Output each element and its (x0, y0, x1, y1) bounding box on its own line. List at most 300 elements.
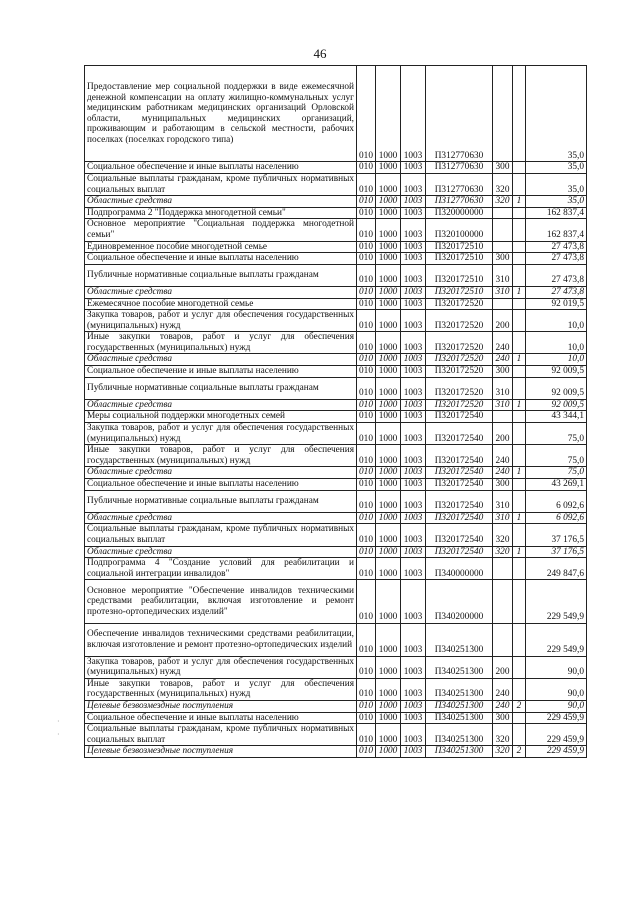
cell-expense-type (493, 219, 513, 241)
cell-section-code: 1000 (376, 445, 401, 467)
cell-section-code: 1000 (376, 712, 401, 724)
cell-ministry-code: 010 (357, 467, 376, 479)
row-name: Обеспечение инвалидов техническими средствами реабилитации, включая изготовление и ремонт протезно-ортопедических изделий (85, 623, 357, 656)
cell-amount: 35,0 (526, 162, 587, 174)
cell-amount: 92 019,5 (526, 298, 587, 310)
cell-subsection-code: 1003 (401, 423, 426, 445)
cell-amount: 37 176,5 (526, 546, 587, 558)
cell-section-code: 1000 (376, 479, 401, 491)
cell-ministry-code: 010 (357, 66, 376, 162)
table-row (85, 264, 587, 286)
cell-section-code: 1000 (376, 700, 401, 712)
table-row (85, 377, 587, 399)
cell-ministry-code: 010 (357, 712, 376, 724)
cell-target-article: П340251300 (426, 746, 493, 758)
cell-amount: 90,0 (526, 678, 587, 700)
funding-source-row (85, 700, 587, 712)
cell-ministry-code: 010 (357, 241, 376, 253)
cell-funding-source (513, 66, 526, 162)
cell-funding-source (513, 423, 526, 445)
cell-funding-source: 1 (513, 196, 526, 208)
cell-subsection-code: 1003 (401, 354, 426, 366)
cell-subsection-code: 1003 (401, 310, 426, 332)
row-name: Социальное обеспечение и иные выплаты населению (85, 712, 357, 724)
cell-subsection-code: 1003 (401, 332, 426, 354)
cell-expense-type: 240 (493, 467, 513, 479)
table-row (85, 524, 587, 546)
cell-amount: 27 473,8 (526, 264, 587, 286)
row-name: Целевые безвозмездные поступления (85, 746, 357, 758)
cell-amount: 43 269,1 (526, 479, 587, 491)
cell-amount: 90,0 (526, 656, 587, 678)
cell-ministry-code: 010 (357, 479, 376, 491)
funding-source-row (85, 512, 587, 524)
cell-target-article: П320172520 (426, 298, 493, 310)
cell-subsection-code: 1003 (401, 162, 426, 174)
row-name: Публичные нормативные социальные выплаты гражданам (85, 377, 357, 399)
cell-amount: 75,0 (526, 423, 587, 445)
cell-section-code: 1000 (376, 724, 401, 746)
table-row (85, 366, 587, 378)
cell-expense-type (493, 580, 513, 623)
cell-ministry-code: 010 (357, 286, 376, 298)
cell-funding-source (513, 580, 526, 623)
table-row (85, 66, 587, 162)
cell-funding-source (513, 678, 526, 700)
cell-ministry-code: 010 (357, 332, 376, 354)
table-row (85, 162, 587, 174)
cell-subsection-code: 1003 (401, 580, 426, 623)
cell-ministry-code: 010 (357, 219, 376, 241)
cell-subsection-code: 1003 (401, 366, 426, 378)
cell-section-code: 1000 (376, 399, 401, 411)
cell-expense-type: 300 (493, 253, 513, 265)
cell-expense-type: 310 (493, 286, 513, 298)
funding-source-row (85, 399, 587, 411)
cell-expense-type: 300 (493, 366, 513, 378)
cell-ministry-code: 010 (357, 700, 376, 712)
page-number: 46 (313, 46, 327, 61)
cell-subsection-code: 1003 (401, 286, 426, 298)
cell-funding-source (513, 241, 526, 253)
row-name: Подпрограмма 4 "Создание условий для реабилитации и социальной интеграции инвалидов" (85, 558, 357, 580)
row-name: Целевые безвозмездные поступления (85, 700, 357, 712)
cell-expense-type: 320 (493, 173, 513, 195)
cell-funding-source (513, 558, 526, 580)
cell-target-article: П320172510 (426, 241, 493, 253)
cell-section-code: 1000 (376, 173, 401, 195)
cell-expense-type: 300 (493, 712, 513, 724)
cell-amount: 35,0 (526, 196, 587, 208)
cell-expense-type (493, 207, 513, 219)
cell-expense-type (493, 241, 513, 253)
cell-funding-source (513, 264, 526, 286)
table-row (85, 310, 587, 332)
cell-expense-type: 320 (493, 546, 513, 558)
cell-ministry-code: 010 (357, 377, 376, 399)
cell-target-article: П340251300 (426, 678, 493, 700)
table-row (85, 724, 587, 746)
row-name: Предоставление мер социальной поддержки в виде ежемесячной денежной компенсации на оплату жилищно-коммунальных услуг медицинским работникам медицинских организаций Орловской области, муниципальных медицинских организаций, проживающим и работающим в сельской местности, рабочих поселках (поселках городского типа) (85, 66, 357, 162)
cell-funding-source: 1 (513, 286, 526, 298)
cell-subsection-code: 1003 (401, 207, 426, 219)
cell-funding-source: 1 (513, 399, 526, 411)
cell-subsection-code: 1003 (401, 173, 426, 195)
cell-subsection-code: 1003 (401, 411, 426, 423)
cell-subsection-code: 1003 (401, 524, 426, 546)
cell-section-code: 1000 (376, 310, 401, 332)
cell-target-article: П320172510 (426, 286, 493, 298)
cell-subsection-code: 1003 (401, 196, 426, 208)
cell-target-article: П320172520 (426, 366, 493, 378)
cell-funding-source: 1 (513, 546, 526, 558)
cell-subsection-code: 1003 (401, 479, 426, 491)
cell-ministry-code: 010 (357, 490, 376, 512)
cell-section-code: 1000 (376, 66, 401, 162)
cell-subsection-code: 1003 (401, 623, 426, 656)
cell-section-code: 1000 (376, 366, 401, 378)
cell-funding-source (513, 253, 526, 265)
cell-expense-type: 200 (493, 423, 513, 445)
cell-section-code: 1000 (376, 623, 401, 656)
cell-target-article: П312770630 (426, 162, 493, 174)
row-name: Иные закупки товаров, работ и услуг для обеспечения государственных (муниципальных) нужд (85, 332, 357, 354)
scan-artifact-mark: · (57, 717, 60, 726)
cell-section-code: 1000 (376, 656, 401, 678)
cell-section-code: 1000 (376, 467, 401, 479)
cell-target-article: П320172540 (426, 512, 493, 524)
cell-section-code: 1000 (376, 490, 401, 512)
cell-target-article: П320172540 (426, 467, 493, 479)
cell-ministry-code: 010 (357, 558, 376, 580)
cell-expense-type: 200 (493, 656, 513, 678)
table-row (85, 678, 587, 700)
cell-funding-source: 1 (513, 512, 526, 524)
cell-expense-type: 240 (493, 332, 513, 354)
cell-funding-source: 1 (513, 354, 526, 366)
cell-amount: 249 847,6 (526, 558, 587, 580)
budget-table-body (85, 66, 587, 758)
cell-target-article: П320172540 (426, 479, 493, 491)
cell-ministry-code: 010 (357, 724, 376, 746)
row-name: Публичные нормативные социальные выплаты гражданам (85, 490, 357, 512)
cell-target-article: П312770630 (426, 196, 493, 208)
cell-expense-type: 240 (493, 700, 513, 712)
cell-target-article: П340251300 (426, 656, 493, 678)
row-name: Социальное обеспечение и иные выплаты населению (85, 479, 357, 491)
cell-funding-source (513, 479, 526, 491)
cell-amount: 10,0 (526, 332, 587, 354)
cell-ministry-code: 010 (357, 354, 376, 366)
cell-ministry-code: 010 (357, 298, 376, 310)
cell-ministry-code: 010 (357, 678, 376, 700)
table-row (85, 558, 587, 580)
cell-funding-source (513, 623, 526, 656)
cell-funding-source (513, 332, 526, 354)
cell-section-code: 1000 (376, 580, 401, 623)
cell-funding-source: 2 (513, 746, 526, 758)
cell-ministry-code: 010 (357, 162, 376, 174)
row-name: Закупка товаров, работ и услуг для обеспечения государственных (муниципальных) нужд (85, 310, 357, 332)
cell-expense-type (493, 298, 513, 310)
table-row (85, 712, 587, 724)
row-name: Областные средства (85, 354, 357, 366)
row-name: Областные средства (85, 399, 357, 411)
cell-section-code: 1000 (376, 253, 401, 265)
cell-subsection-code: 1003 (401, 298, 426, 310)
cell-target-article: П320172520 (426, 310, 493, 332)
scan-artifact-mark: · (57, 730, 60, 739)
funding-source-row (85, 467, 587, 479)
cell-subsection-code: 1003 (401, 445, 426, 467)
cell-expense-type: 240 (493, 445, 513, 467)
row-name: Областные средства (85, 286, 357, 298)
cell-ministry-code: 010 (357, 366, 376, 378)
cell-funding-source (513, 173, 526, 195)
cell-amount: 92 009,5 (526, 366, 587, 378)
cell-expense-type: 300 (493, 162, 513, 174)
cell-section-code: 1000 (376, 377, 401, 399)
row-name: Основное мероприятие "Обеспечение инвалидов техническими средствами реабилитации, включая изготовление и ремонт протезно-ортопедических изделий" (85, 580, 357, 623)
cell-ministry-code: 010 (357, 580, 376, 623)
funding-source-row (85, 746, 587, 758)
cell-ministry-code: 010 (357, 445, 376, 467)
row-name: Социальные выплаты гражданам, кроме публичных нормативных социальных выплат (85, 724, 357, 746)
cell-section-code: 1000 (376, 423, 401, 445)
row-name: Областные средства (85, 467, 357, 479)
cell-amount: 35,0 (526, 66, 587, 162)
cell-ministry-code: 010 (357, 264, 376, 286)
cell-amount: 162 837,4 (526, 207, 587, 219)
row-name: Областные средства (85, 512, 357, 524)
cell-ministry-code: 010 (357, 623, 376, 656)
cell-amount: 229 549,9 (526, 580, 587, 623)
cell-expense-type (493, 66, 513, 162)
cell-target-article: П340251300 (426, 700, 493, 712)
cell-funding-source (513, 490, 526, 512)
cell-amount: 27 473,8 (526, 286, 587, 298)
row-name: Закупка товаров, работ и услуг для обеспечения государственных (муниципальных) нужд (85, 656, 357, 678)
row-name: Ежемесячное пособие многодетной семье (85, 298, 357, 310)
cell-target-article: П320172540 (426, 445, 493, 467)
row-name: Единовременное пособие многодетной семье (85, 241, 357, 253)
funding-source-row (85, 546, 587, 558)
cell-subsection-code: 1003 (401, 490, 426, 512)
cell-target-article: П312770630 (426, 66, 493, 162)
cell-expense-type: 310 (493, 512, 513, 524)
cell-target-article: П320172520 (426, 399, 493, 411)
cell-amount: 43 344,1 (526, 411, 587, 423)
funding-source-row (85, 196, 587, 208)
cell-funding-source (513, 207, 526, 219)
cell-section-code: 1000 (376, 332, 401, 354)
cell-subsection-code: 1003 (401, 700, 426, 712)
row-name: Социальные выплаты гражданам, кроме публичных нормативных социальных выплат (85, 173, 357, 195)
cell-funding-source (513, 445, 526, 467)
cell-amount: 90,0 (526, 700, 587, 712)
cell-expense-type: 310 (493, 399, 513, 411)
cell-amount: 229 549,9 (526, 623, 587, 656)
row-name: Социальное обеспечение и иные выплаты населению (85, 162, 357, 174)
cell-amount: 37 176,5 (526, 524, 587, 546)
cell-subsection-code: 1003 (401, 467, 426, 479)
cell-amount: 27 473,8 (526, 241, 587, 253)
cell-funding-source (513, 712, 526, 724)
table-row (85, 253, 587, 265)
cell-amount: 229 459,9 (526, 724, 587, 746)
cell-section-code: 1000 (376, 411, 401, 423)
cell-subsection-code: 1003 (401, 219, 426, 241)
cell-subsection-code: 1003 (401, 724, 426, 746)
cell-funding-source: 2 (513, 700, 526, 712)
cell-ministry-code: 010 (357, 173, 376, 195)
cell-expense-type: 240 (493, 354, 513, 366)
row-name: Закупка товаров, работ и услуг для обеспечения государственных (муниципальных) нужд (85, 423, 357, 445)
funding-source-row (85, 286, 587, 298)
cell-amount: 10,0 (526, 354, 587, 366)
cell-funding-source (513, 219, 526, 241)
cell-funding-source (513, 411, 526, 423)
cell-expense-type: 240 (493, 678, 513, 700)
cell-target-article: П320172540 (426, 423, 493, 445)
row-name: Публичные нормативные социальные выплаты гражданам (85, 264, 357, 286)
cell-amount: 35,0 (526, 173, 587, 195)
cell-target-article: П320172510 (426, 264, 493, 286)
cell-target-article: П340200000 (426, 580, 493, 623)
cell-funding-source: 1 (513, 467, 526, 479)
cell-ministry-code: 010 (357, 656, 376, 678)
cell-amount: 75,0 (526, 445, 587, 467)
cell-funding-source (513, 524, 526, 546)
cell-expense-type: 320 (493, 196, 513, 208)
cell-ministry-code: 010 (357, 411, 376, 423)
cell-target-article: П320172520 (426, 377, 493, 399)
cell-amount: 10,0 (526, 310, 587, 332)
cell-expense-type (493, 411, 513, 423)
funding-source-row (85, 354, 587, 366)
cell-ministry-code: 010 (357, 423, 376, 445)
row-name: Областные средства (85, 196, 357, 208)
cell-section-code: 1000 (376, 219, 401, 241)
cell-expense-type: 320 (493, 524, 513, 546)
cell-ministry-code: 010 (357, 512, 376, 524)
cell-subsection-code: 1003 (401, 546, 426, 558)
cell-expense-type: 310 (493, 377, 513, 399)
cell-amount: 92 009,5 (526, 377, 587, 399)
cell-target-article: П320000000 (426, 207, 493, 219)
table-row (85, 173, 587, 195)
cell-section-code: 1000 (376, 524, 401, 546)
cell-section-code: 1000 (376, 298, 401, 310)
cell-ministry-code: 010 (357, 253, 376, 265)
cell-funding-source (513, 310, 526, 332)
cell-expense-type (493, 558, 513, 580)
cell-target-article: П340000000 (426, 558, 493, 580)
cell-target-article: П340251300 (426, 623, 493, 656)
row-name: Меры социальной поддержки многодетных семей (85, 411, 357, 423)
cell-subsection-code: 1003 (401, 712, 426, 724)
cell-ministry-code: 010 (357, 196, 376, 208)
cell-section-code: 1000 (376, 207, 401, 219)
cell-amount: 6 092,6 (526, 512, 587, 524)
cell-target-article: П320172510 (426, 253, 493, 265)
cell-ministry-code: 010 (357, 310, 376, 332)
budget-table (84, 65, 587, 758)
table-row (85, 411, 587, 423)
table-row (85, 445, 587, 467)
cell-ministry-code: 010 (357, 546, 376, 558)
cell-funding-source (513, 656, 526, 678)
cell-ministry-code: 010 (357, 399, 376, 411)
cell-expense-type: 300 (493, 479, 513, 491)
cell-subsection-code: 1003 (401, 558, 426, 580)
cell-ministry-code: 010 (357, 207, 376, 219)
cell-expense-type: 320 (493, 746, 513, 758)
row-name: Социальные выплаты гражданам, кроме публичных нормативных социальных выплат (85, 524, 357, 546)
table-row (85, 219, 587, 241)
row-name: Иные закупки товаров, работ и услуг для обеспечения государственных (муниципальных) нужд (85, 678, 357, 700)
cell-amount: 6 092,6 (526, 490, 587, 512)
cell-amount: 162 837,4 (526, 219, 587, 241)
cell-subsection-code: 1003 (401, 253, 426, 265)
table-row (85, 656, 587, 678)
cell-ministry-code: 010 (357, 746, 376, 758)
cell-subsection-code: 1003 (401, 656, 426, 678)
table-row (85, 241, 587, 253)
cell-expense-type (493, 623, 513, 656)
table-row (85, 207, 587, 219)
cell-section-code: 1000 (376, 546, 401, 558)
cell-section-code: 1000 (376, 512, 401, 524)
cell-amount: 27 473,8 (526, 253, 587, 265)
cell-subsection-code: 1003 (401, 377, 426, 399)
cell-section-code: 1000 (376, 678, 401, 700)
cell-target-article: П312770630 (426, 173, 493, 195)
cell-target-article: П320172540 (426, 546, 493, 558)
cell-funding-source (513, 366, 526, 378)
cell-section-code: 1000 (376, 264, 401, 286)
cell-expense-type: 200 (493, 310, 513, 332)
cell-ministry-code: 010 (357, 524, 376, 546)
cell-subsection-code: 1003 (401, 678, 426, 700)
table-row (85, 332, 587, 354)
row-name: Областные средства (85, 546, 357, 558)
row-name: Социальное обеспечение и иные выплаты населению (85, 253, 357, 265)
cell-target-article: П340251300 (426, 724, 493, 746)
row-name: Подпрограмма 2 "Поддержка многодетной семьи" (85, 207, 357, 219)
cell-subsection-code: 1003 (401, 746, 426, 758)
table-row (85, 298, 587, 310)
cell-section-code: 1000 (376, 162, 401, 174)
cell-section-code: 1000 (376, 558, 401, 580)
cell-target-article: П320172540 (426, 524, 493, 546)
cell-subsection-code: 1003 (401, 241, 426, 253)
table-row (85, 623, 587, 656)
table-row (85, 479, 587, 491)
cell-subsection-code: 1003 (401, 264, 426, 286)
row-name: Иные закупки товаров, работ и услуг для обеспечения государственных (муниципальных) нужд (85, 445, 357, 467)
table-row (85, 580, 587, 623)
table-row (85, 423, 587, 445)
cell-section-code: 1000 (376, 286, 401, 298)
cell-funding-source (513, 377, 526, 399)
cell-target-article: П320172520 (426, 354, 493, 366)
cell-section-code: 1000 (376, 241, 401, 253)
cell-target-article: П340251300 (426, 712, 493, 724)
cell-target-article: П320172520 (426, 332, 493, 354)
cell-target-article: П320100000 (426, 219, 493, 241)
cell-target-article: П320172540 (426, 411, 493, 423)
